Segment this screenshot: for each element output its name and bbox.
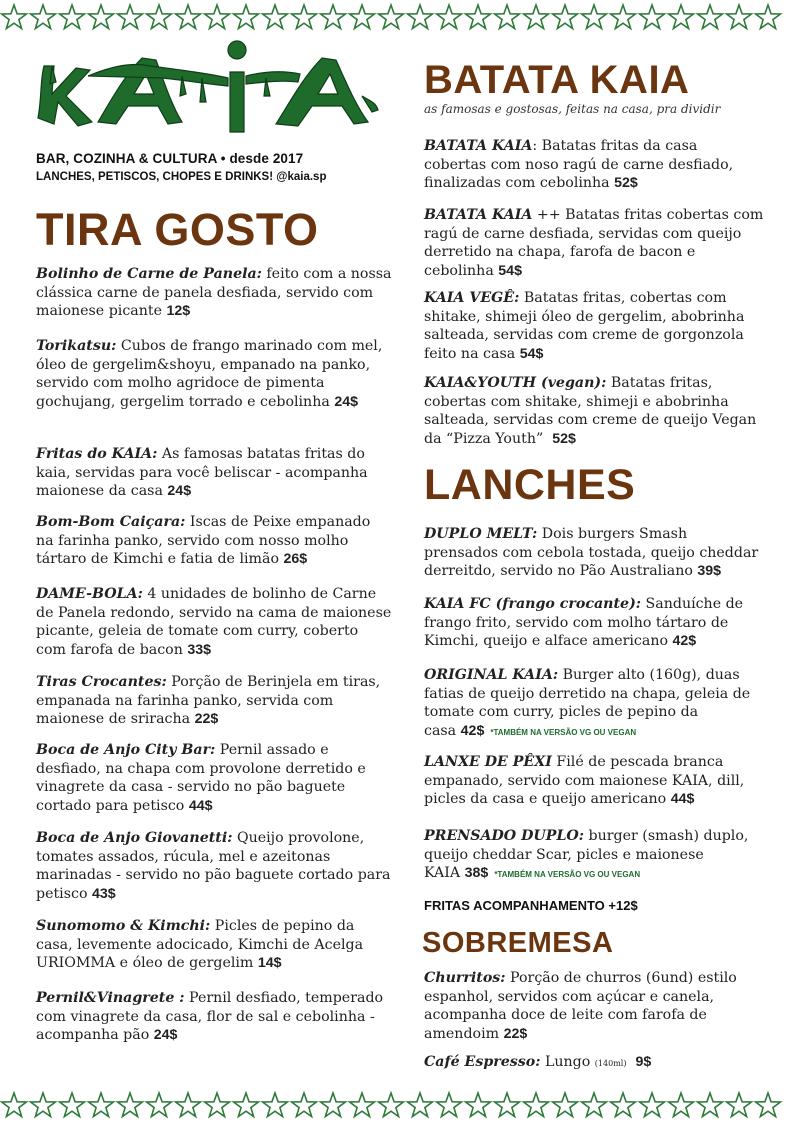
batata-kaia-heading: BATATA KAIA [424,58,690,102]
star-icon [408,1093,433,1117]
star-icon [2,5,27,29]
menu-item: Churritos: Porção de churros (6und) estilo espanhol, servidos com açúcar e canela, acompanha doce de leite com farofa de amendoim 22$ [424,970,737,1042]
menu-item: DUPLO MELT: Dois burgers Smash prensados com cebola tostada, queijo cheddar derreitdo, servido no Pão Australiano 39$ [424,526,759,580]
star-icon [205,1093,230,1117]
star-icon [437,1093,462,1117]
star-icon [321,1093,346,1117]
menu-item: Boca de Anjo Giovanetti: Queijo provolone, tomates assados, rúcula, mel e azeitonas marinadas - servido no pão baguete cortado para petisco 43$ [36,830,391,902]
star-icon [669,1093,694,1117]
star-icon [263,5,288,29]
menu-item: KAIA&YOUTH (vegan): Batatas fritas, cobertas com shitake, shimeji e abobrinha salteada, servidas com creme de queijo Vegan da “Pizza Youth” 52$ [424,375,757,447]
menu-item: BATATA KAIA ++ Batatas fritas cobertas com ragú de carne desfiada, servidas com queijo derretido na chapa, farofa de bacon e cebolinha 54$ [424,207,764,279]
star-icon [350,5,375,29]
star-icon [640,1093,665,1117]
star-icon [466,1093,491,1117]
menu-item: BATATA KAIA: Batatas fritas da casa cobertas com noso ragú de carne desfiado, finalizadas com cebolinha 52$ [424,138,734,192]
menu-item: LANXE DE PÊXI Filé de pescada branca empanado, servido com maionese KAIA, dill, picles da casa e queijo americano 44$ [424,754,745,808]
star-icon [640,5,665,29]
fritas-acompanhamento: FRITAS ACOMPANHAMENTO +12$ [424,898,638,913]
star-icon [31,1093,56,1117]
star-icon [176,5,201,29]
star-icon [60,1093,85,1117]
star-icon [292,1093,317,1117]
star-icon [263,1093,288,1117]
vegan-note: *TAMBÉM NA VERSÃO VG OU VEGAN [494,870,641,880]
star-icon [698,1093,723,1117]
menu-item: KAIA VEGÊ: Batatas fritas, cobertas com shitake, shimeji óleo de gergelim, abobrinha salteada, servidas com creme de gorgonzola feito na casa 54$ [424,290,745,362]
star-icon [727,5,752,29]
star-icon [89,5,114,29]
star-icon [379,1093,404,1117]
star-icon [437,5,462,29]
menu-item: PRENSADO DUPLO: burger (smash) duplo, queijo cheddar Scar, picles e maionese KAIA 38$ *TAMBÉM NA VERSÃO VG OU VEGAN [424,828,749,882]
star-icon [611,5,636,29]
star-icon [292,5,317,29]
menu-item: DAME-BOLA: 4 unidades de bolinho de Carne de Panela redondo, servido na cama de maionese picante, geleia de tomate com curry, coberto com farofa de bacon 33$ [36,586,392,658]
star-icon [756,1093,781,1117]
lanches-heading: LANCHES [424,461,636,509]
menu-item: Fritas do KAIA: As famosas batatas fritas do kaia, servidas para você beliscar - acompanha maionese da casa 24$ [36,446,368,500]
star-icon [756,5,781,29]
sobremesa-heading: SOBREMESA [422,927,614,959]
star-icon [524,1093,549,1117]
star-icon [495,5,520,29]
star-icon [350,1093,375,1117]
star-icon [89,1093,114,1117]
menu-item: Sunomomo & Kimchi: Picles de pepino da casa, levemente adocicado, Kimchi de Acelga URIOMMA e óleo de gergelim 14$ [36,918,364,972]
star-icon [553,1093,578,1117]
star-icon [611,1093,636,1117]
star-icon [234,5,259,29]
kaia-logo [32,36,382,144]
menu-item: Torikatsu: Cubos de frango marinado com mel, óleo de gergelim&shoyu, empanado na panko, servido com molho agridoce de pimenta gochujang, gergelim torrado e cebolinha 24$ [36,338,383,410]
menu-item: Boca de Anjo City Bar: Pernil assado e desfiado, na chapa com provolone derretido e vinagrete da casa - servido no pão baguete cortado para petisco 44$ [36,742,366,814]
menu-item: Pernil&Vinagrete : Pernil desfiado, temperado com vinagrete da casa, flor de sal e cebolinha - acompanha pão 24$ [36,990,384,1044]
star-icon [147,1093,172,1117]
star-icon [698,5,723,29]
vegan-note: *TAMBÉM NA VERSÃO VG OU VEGAN [490,727,637,737]
star-icon [234,1093,259,1117]
star-icon [379,5,404,29]
star-icon [553,5,578,29]
star-icon [60,5,85,29]
menu-item: Bom-Bom Caiçara: Iscas de Peixe empanado na farinha panko, servido com nosso molho tártaro de Kimchi e fatia de limão 26$ [36,514,371,568]
star-icon [582,5,607,29]
star-icon [147,5,172,29]
star-border-bottom [0,1088,793,1124]
star-icon [727,1093,752,1117]
batata-subtitle: as famosas e gostosas, feitas na casa, pra dividir [424,102,721,116]
star-icon [408,5,433,29]
star-icon [31,5,56,29]
star-icon [2,1093,27,1117]
star-icon [524,5,549,29]
menu-item: Bolinho de Carne de Panela: feito com a nossa clássica carne de panela desfiada, servido com maionese picante 12$ [36,266,392,320]
star-icon [669,5,694,29]
menu-item: Tiras Crocantes: Porção de Berinjela em tiras, empanada na farinha panko, servida com maionese de sriracha 22$ [36,674,381,728]
star-icon [118,5,143,29]
star-icon [495,1093,520,1117]
star-icon [466,5,491,29]
star-border-top [0,0,793,36]
tagline: BAR, COZINHA & CULTURA • desde 2017 [36,151,304,166]
menu-item: Café Espresso: Lungo (140ml) 9$ [424,1054,652,1070]
subtagline: LANCHES, PETISCOS, CHOPES E DRINKS! @kaia.sp [36,171,327,183]
menu-item: KAIA FC (frango crocante): Sanduíche de frango frito, servido com molho tártaro de Kimchi, queijo e alface americano 42$ [424,596,744,650]
star-icon [205,5,230,29]
tira-gosto-heading: TIRA GOSTO [36,204,319,255]
star-icon [176,1093,201,1117]
star-icon [118,1093,143,1117]
star-icon [582,1093,607,1117]
menu-item: ORIGINAL KAIA: Burger alto (160g), duas fatias de queijo derretido na chapa, geleia de tomate com curry, picles de pepino da casa 42$ *TAMBÉM NA VERSÃO VG OU VEGAN [424,667,751,739]
star-icon [321,5,346,29]
